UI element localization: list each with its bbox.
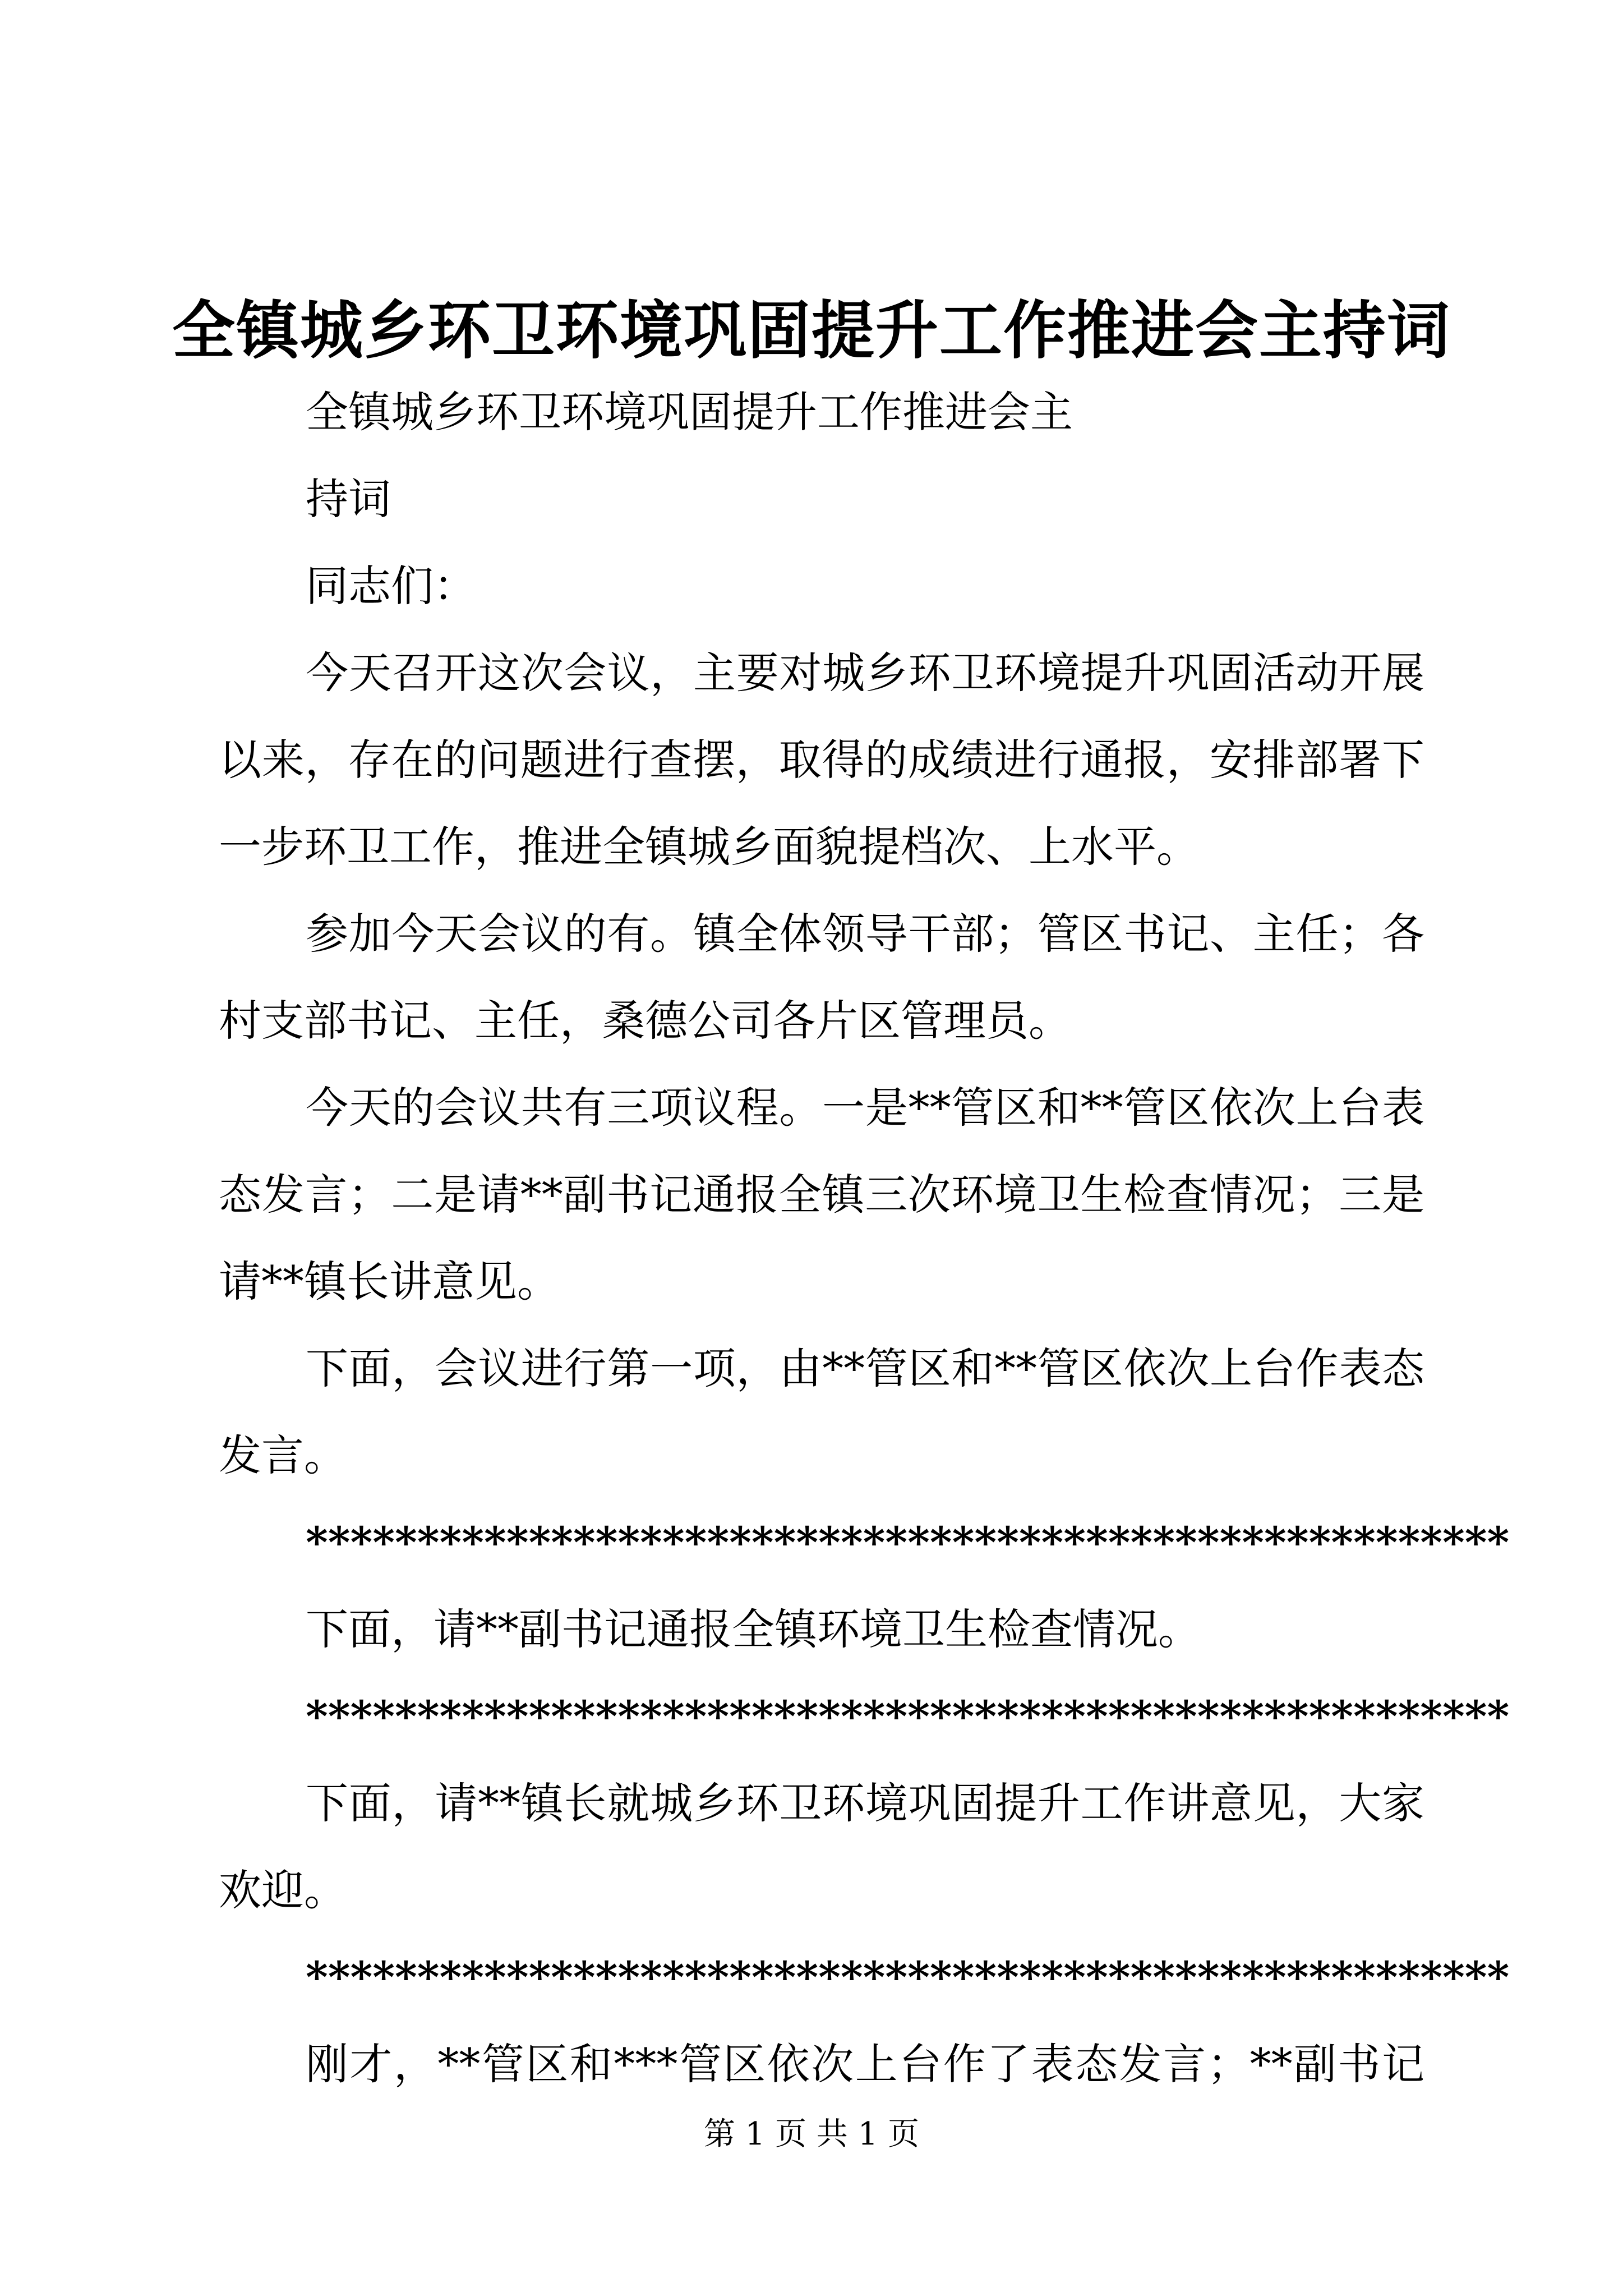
- body-line: 参加今天会议的有。镇全体领导干部；管区书记、主任；各: [306, 909, 1424, 959]
- body-line: 以来，存在的问题进行查摆，取得的成绩进行通报，安排部署下: [219, 735, 1424, 785]
- body-line: 全镇城乡环卫环境巩固提升工作推进会主: [306, 387, 1073, 437]
- separator-line: ******************************************************: [306, 1691, 1510, 1741]
- body-line: 请**镇长讲意见。: [219, 1257, 560, 1306]
- body-line: 村支部书记、主任，桑德公司各片区管理员。: [219, 996, 1071, 1046]
- body-line: 今天召开这次会议，主要对城乡环卫环境提升巩固活动开展: [306, 648, 1424, 698]
- body-line: 持词: [306, 474, 391, 524]
- body-line: 下面，请**镇长就城乡环卫环境巩固提升工作讲意见，大家: [306, 1778, 1424, 1828]
- body-line: 同志们：: [306, 561, 476, 611]
- page-footer: 第 1 页 共 1 页: [703, 2116, 920, 2152]
- body-line: 下面，会议进行第一项，由**管区和**管区依次上台作表态: [306, 1343, 1424, 1393]
- separator-line: ******************************************************: [306, 1517, 1510, 1567]
- body-line: 下面，请**副书记通报全镇环境卫生检查情况。: [306, 1604, 1201, 1654]
- separator-line: ******************************************************: [306, 1952, 1510, 2002]
- body-line: 刚才，**管区和***管区依次上台作了表态发言；**副书记: [306, 2039, 1424, 2089]
- body-line: 一步环卫工作，推进全镇城乡面貌提档次、上水平。: [219, 822, 1199, 872]
- body-line: 态发言；二是请**副书记通报全镇三次环境卫生检查情况；三是: [219, 1170, 1424, 1220]
- body-line: 欢迎。: [219, 1865, 347, 1915]
- body-line: 今天的会议共有三项议程。一是**管区和**管区依次上台表: [306, 1083, 1424, 1133]
- document-title: 全镇城乡环卫环境巩固提升工作推进会主持词: [172, 295, 1451, 367]
- body-line: 发言。: [219, 1430, 347, 1480]
